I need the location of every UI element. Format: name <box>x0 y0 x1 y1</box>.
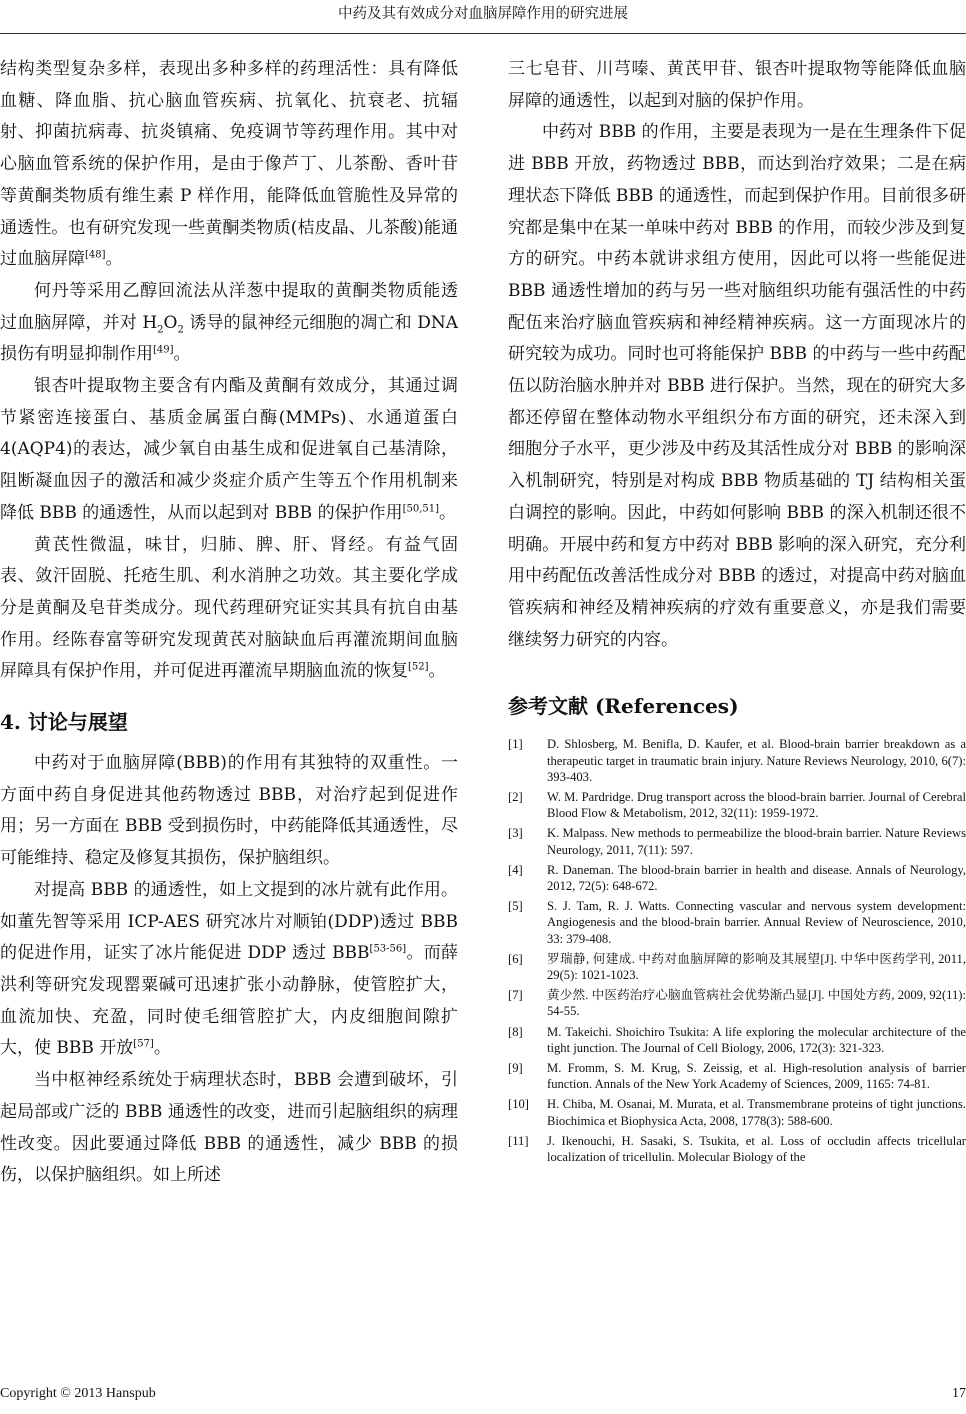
reference-number: [2] <box>508 789 523 804</box>
paragraph-dual-role: 中药对于血脑屏障(BBB)的作用有其独特的双重性。一方面中药自身促进其他药物透过 BBB，对治疗起到促进作用；另一方面在 BBB 受到损伤时，中药能降低其通透性，尽可能维持、稳定及修复其损伤，保护脑组织。 <box>0 753 458 869</box>
reference-number: [10] <box>508 1097 529 1112</box>
reference-text: W. M. Pardridge. Drug transport across the blood-brain barrier. Journal of Cerebral Blood Flow & Metabolism, 2012, 32(11): 1959-1972. <box>547 789 966 821</box>
reference-text: M. Takeichi. Shoichiro Tsukita: A life exploring the molecular architecture of the tight junction. The Journal of Cell Biology, 2006, 172(3): 321-323. <box>547 1024 966 1055</box>
running-header <box>0 0 966 34</box>
reference-number: [1] <box>508 737 523 752</box>
right-column <box>508 54 966 1169</box>
citation-49: [49] <box>153 344 174 356</box>
reference-number: [4] <box>508 862 523 877</box>
copyright-notice: Copyright © 2013 Hanspub <box>0 1386 156 1401</box>
reference-text: R. Daneman. The blood-brain barrier in health and disease. Annals of Neurology, 2012, 72(5): 648-672. <box>547 862 966 893</box>
paragraph-onion-flavonoids: 何丹等采用乙醇回流法从洋葱中提取的黄酮类物质能透过血脑屏障，并对 $H_2O_2$ 诱导的鼠神经元细胞的凋亡和 DNA 损伤有明显抑制作用[49]。 <box>0 280 459 365</box>
paragraph-pathology: 当中枢神经系统处于病理状态时，BBB 会遭到破坏，引起局部或广泛的 BBB 通透性的改变，进而引起脑组织的病理性改变。因此要通过降低 BBB 的通透性，减少 BBB 的损伤，以保护脑组织。如上所述 <box>0 1070 458 1186</box>
reference-text: K. Malpass. New methods to permeabilize the blood-brain barrier. Nature Reviews Neurology, 2011, 7(11): 597. <box>547 826 966 857</box>
paragraph-borneol: 对提高 BBB 的通透性，如上文提到的冰片就有此作用。如董先智等采用 ICP-AES 研究冰片对顺铂(DDP)透过 BBB 的促进作用，证实了冰片能促进 DDP 透过 BBB[53-56]。而薛洪利等研究发现罂粟碱可迅速扩张小动静脉，使管腔扩大，血流加快、充盈，同时使毛细管腔扩大，内皮细胞间隙扩大，使 BBB 开放[57]。 <box>0 879 459 1059</box>
reference-number: [8] <box>508 1024 523 1039</box>
reference-item <box>508 951 966 983</box>
reference-item <box>508 1096 966 1128</box>
reference-number: [6] <box>508 951 523 966</box>
reference-number: [9] <box>508 1061 523 1076</box>
reference-number: [7] <box>508 988 523 1003</box>
citation-53-56: [53-56] <box>369 943 407 955</box>
reference-item <box>508 825 966 857</box>
reference-item <box>508 1133 966 1165</box>
citation-52: [52] <box>408 661 429 673</box>
paragraph-bbb-summary: 中药对 BBB 的作用，主要是表现为一是在生理条件下促进 BBB 开放，药物透过 BBB，而达到治疗效果；二是在病理状态下降低 BBB 的通透性，而起到保护作用。目前很多研究都是集中在某一单味中药对 BBB 的作用，而较少涉及到复方的研究。中药本就讲求组方使用，因此可以将一些能促进 BBB 通透性增加的药与另一些对脑组织功能有强活性的中药配伍来治疗脑血管疾病和神经精神疾病。这一方面现冰片的研究较为成功。同时也可将能保护 BBB 的中药与一些中药配伍以防治脑水肿并对 BBB 进行保护。当然，现在的研究大多都还停留在整体动物水平组织分布方面的研究，还未深入到细胞分子水平，更少涉及中药及其活性成分对 BBB 的影响深入机制研究，特别是对构成 BBB 物质基础的 TJ 结构相关蛋白调控的影响。因此，中药如何影响 BBB 的深入机制还很不明确。开展中药和复方中药对 BBB 影响的深入研究，充分利用中药配伍改善活性成分对 BBB 的透过，对提高中药对脑血管疾病和神经及精神疾病的疗效有重要意义，亦是我们需要继续努力研究的内容。 <box>508 122 966 650</box>
paragraph-astragalus: 黄芪性微温，味甘，归肺、脾、肝、肾经。有益气固表、敛汗固脱、托疮生肌、利水消肿之功效。其主要化学成分是黄酮及皂苷类成分。现代药理研究证实其具有抗自由基作用。经陈春富等研究发现黄芪对脑缺血后再灌流期间血脑屏障具有保护作用，并可促进再灌流早期脑血流的恢复[52]。 <box>0 534 458 682</box>
reference-number: [3] <box>508 826 523 841</box>
reference-number: [11] <box>508 1133 529 1148</box>
reference-item <box>508 898 966 947</box>
paragraph-saponins-continued: 三七皂苷、川芎嗪、黄芪甲苷、银杏叶提取物等能降低血脑屏障的通透性，以起到对脑的保护作用。 <box>508 59 966 111</box>
running-header-title: 中药及其有效成分对血脑屏障作用的研究进展 <box>338 6 628 22</box>
citation-48: [48] <box>85 249 106 261</box>
reference-text: J. Ikenouchi, H. Sasaki, S. Tsukita, et al. Loss of occludin affects tricellular localization of tricellulin. Molecular Biology of the <box>547 1133 966 1165</box>
section-title-discussion: 4. 讨论与展望 <box>0 710 128 735</box>
reference-text: H. Chiba, M. Osanai, M. Murata, et al. Transmembrane proteins of tight junctions. Biochimica et Biophysica Acta, 2008, 1778(3): 588-600. <box>547 1097 966 1128</box>
reference-text: S. J. Tam, R. J. Watts. Connecting vascular and nervous system development: Angiogenesis and the blood-brain barrier. Annual Review of Neuroscience, 2010, 33: 379-408. <box>547 899 966 946</box>
citation-57: [57] <box>133 1038 154 1050</box>
page-number: 17 <box>952 1386 966 1401</box>
reference-item <box>508 1024 966 1056</box>
paragraph-flavonoids-continued: 结构类型复杂多样，表现出多种多样的药理活性：具有降低血糖、降血脂、抗心脑血管疾病、抗氧化、抗衰老、抗辐射、抑菌抗病毒、抗炎镇痛、免疫调节等药理作用。其中对心脑血管系统的保护作用，是由于像芦丁、儿茶酚、香叶苷等黄酮类物质有维生素 P 样作用，能降低血管脆性及异常的通透性。也有研究发现一些黄酮类物质(桔皮晶、儿茶酸)能通过血脑屏障[48]。 <box>0 59 458 270</box>
left-column <box>0 54 458 1192</box>
reference-item <box>508 736 966 785</box>
citation-50-51: [50,51] <box>402 503 440 515</box>
reference-item <box>508 789 966 821</box>
reference-number: [5] <box>508 899 523 914</box>
reference-text: M. Fromm, S. M. Krug, S. Zeissig, et al. High-resolution analysis of barrier function. Annals of the New York Academy of Sciences, 2009, 1165: 74-81. <box>547 1061 966 1092</box>
reference-item <box>508 1060 966 1092</box>
reference-list <box>508 736 966 1165</box>
paragraph-ginkgo: 银杏叶提取物主要含有内酯及黄酮有效成分，其通过调节紧密连接蛋白、基质金属蛋白酶(MMPs)、水通道蛋白 4(AQP4)的表达，减少氧自由基生成和促进氧自己基清除，阻断凝血因子的激活和减少炎症介质产生等五个作用机制来降低 BBB 的通透性，从而以起到对 BBB 的保护作用[50,51]。 <box>0 376 458 523</box>
reference-text: 罗瑞静, 何建成. 中药对血脑屏障的影响及其展望[J]. 中华中医药学刊, 2011, 29(5): 1021-1023. <box>547 951 966 982</box>
reference-item <box>508 862 966 894</box>
reference-item <box>508 987 966 1019</box>
reference-text: D. Shlosberg, M. Benifla, D. Kaufer, et al. Blood-brain barrier breakdown as a therapeutic target in traumatic brain injury. Nature Reviews Neurology, 2010, 6(7): 393-403. <box>547 737 966 784</box>
references-title: 参考文献 (References) <box>508 694 739 719</box>
reference-text: 黄少然. 中医药治疗心脑血管病社会优势渐凸显[J]. 中国处方药, 2009, 92(11): 54-55. <box>547 988 966 1019</box>
